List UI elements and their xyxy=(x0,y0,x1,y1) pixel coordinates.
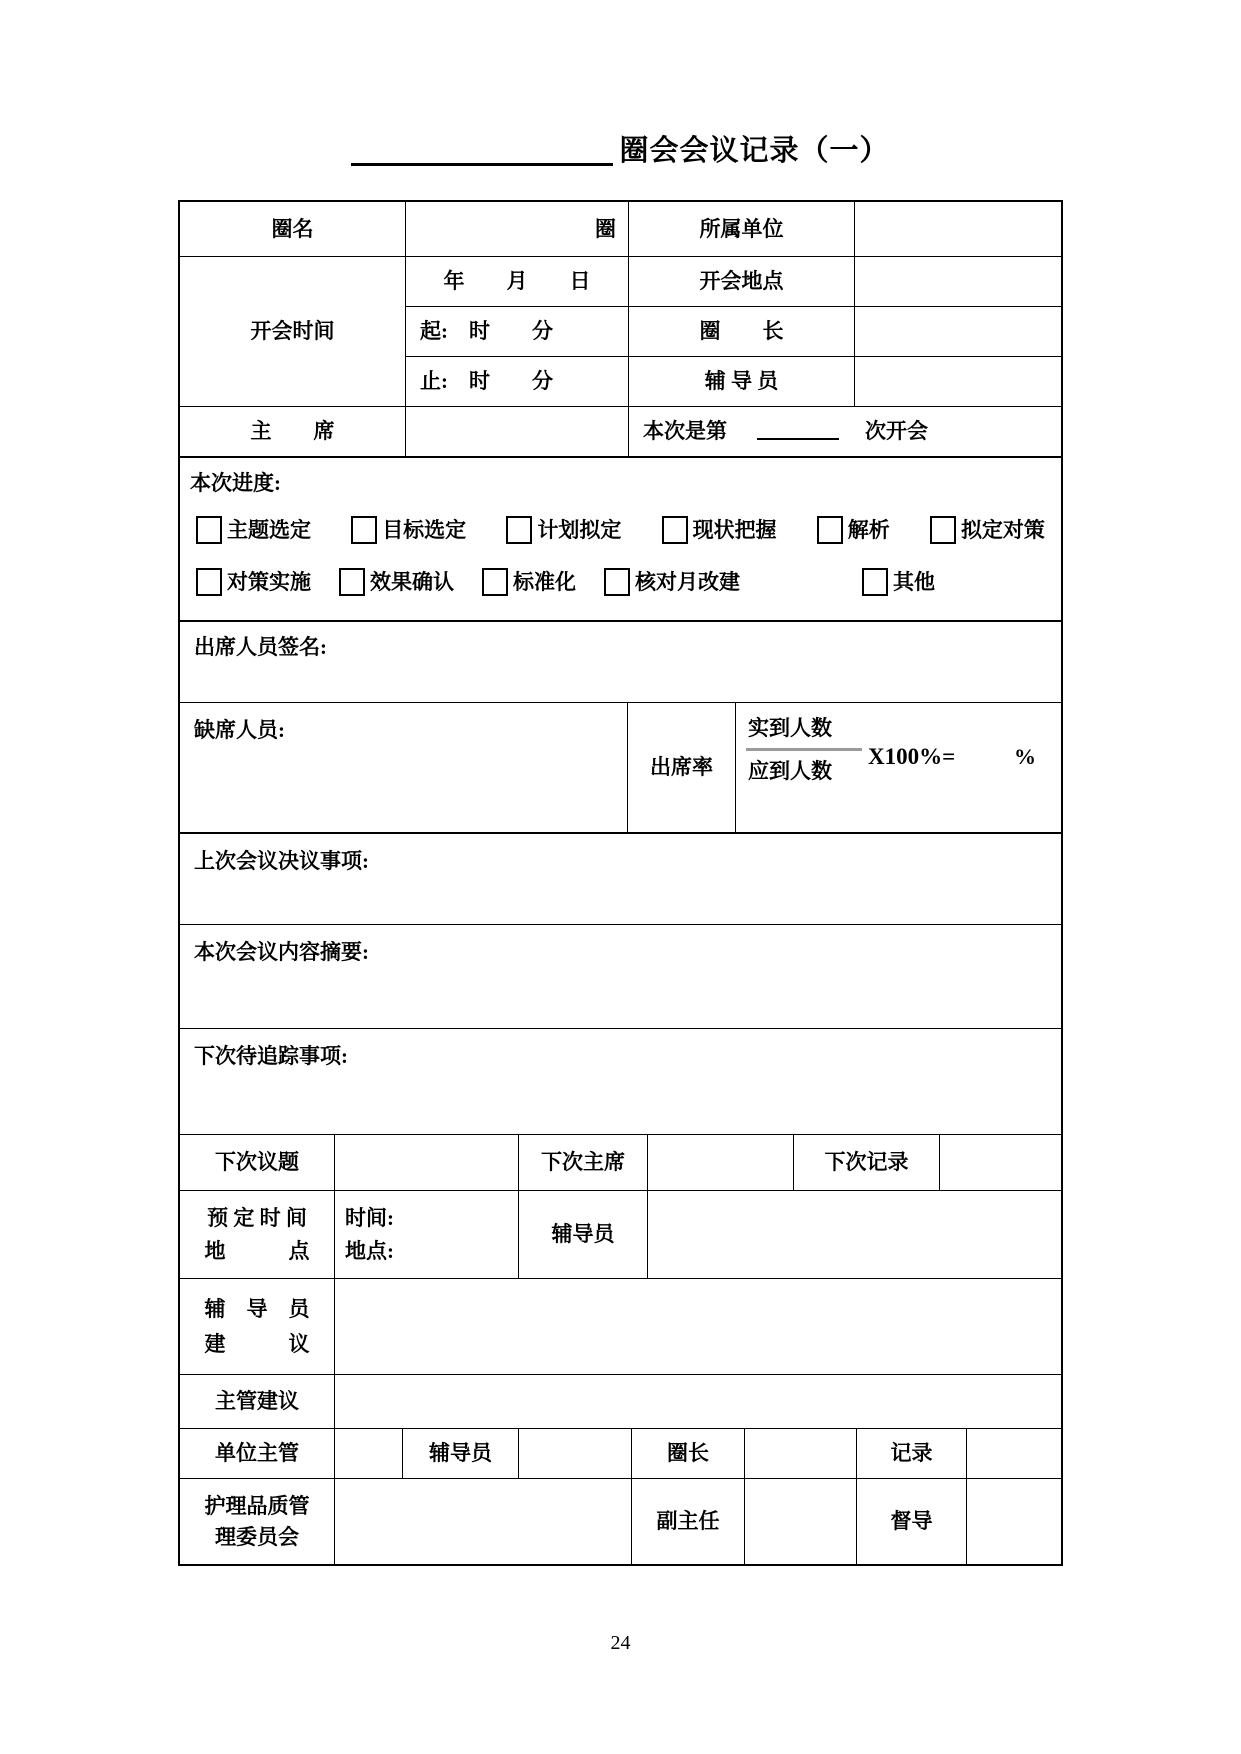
signoff-counselor-label: 辅导员 xyxy=(402,1429,518,1478)
counselor-value-cell[interactable] xyxy=(854,357,1061,406)
leader-value-cell[interactable] xyxy=(854,307,1061,356)
checkbox-label: 标准化 xyxy=(513,570,576,595)
supervisor-advice-value-cell[interactable] xyxy=(334,1375,1061,1428)
checkbox-label: 核对月改建 xyxy=(635,570,740,595)
checkbox-label: 解析 xyxy=(847,518,890,543)
schedule-label xyxy=(180,1191,334,1278)
checkbox-effect-confirmation[interactable] xyxy=(339,568,365,596)
formula-x100: X100%= xyxy=(868,744,956,769)
recorder-label: 记录 xyxy=(856,1429,966,1478)
chair-label: 主 席 xyxy=(250,419,335,444)
schedule-place-label: 地点: xyxy=(345,1239,394,1264)
checkbox-countermeasure-drafting[interactable] xyxy=(930,516,956,544)
unit-label: 所属单位 xyxy=(628,202,854,256)
supervisor-advice-label: 主管建议 xyxy=(215,1389,299,1414)
row-circle-unit xyxy=(180,202,1061,256)
meeting-record-form xyxy=(178,200,1063,1566)
checkbox-standardization[interactable] xyxy=(482,568,508,596)
next-recorder-label: 下次记录 xyxy=(793,1135,939,1190)
meeting-summary-label: 本次会议内容摘要: xyxy=(194,940,369,964)
checkbox-label: 拟定对策 xyxy=(960,518,1045,543)
committee-sign-cell[interactable] xyxy=(334,1479,631,1564)
counselor-advice-value-cell[interactable] xyxy=(334,1279,1061,1374)
end-time-cell[interactable]: 止: 时 分 xyxy=(405,357,628,406)
checkbox-countermeasure-implementation[interactable] xyxy=(196,568,222,596)
place-label: 开会地点 xyxy=(628,257,854,306)
attendance-rate-label: 出席率 xyxy=(627,703,735,832)
counselor-advice-label xyxy=(180,1279,334,1374)
counselor-advice-label-line2: 建 议 xyxy=(204,1331,310,1356)
deputy-director-sign-cell[interactable] xyxy=(744,1479,856,1564)
progress-row-1 xyxy=(190,516,1051,544)
fraction-denominator: 应到人数 xyxy=(748,759,832,784)
next-topic-label: 下次议题 xyxy=(215,1150,299,1175)
subrow-start-time xyxy=(405,306,1061,356)
circle-name-value-cell[interactable] xyxy=(405,202,628,256)
progress-row-2 xyxy=(190,568,1051,596)
next-topic-value-cell[interactable] xyxy=(334,1135,518,1190)
meeting-summary-cell[interactable] xyxy=(180,924,1061,1028)
progress-item xyxy=(506,516,621,544)
schedule-value-cell[interactable] xyxy=(334,1191,518,1278)
checkbox-status-grasp[interactable] xyxy=(662,516,688,544)
subrow-date xyxy=(405,257,1061,306)
circle-name-label: 圈名 xyxy=(271,216,314,241)
checkbox-label: 主题选定 xyxy=(227,518,311,543)
progress-item xyxy=(482,568,576,596)
row-signoff xyxy=(180,1428,1061,1478)
row-committee xyxy=(180,1478,1061,1564)
checkbox-label: 其他 xyxy=(893,570,935,595)
fraction-numerator: 实到人数 xyxy=(748,716,832,740)
leader-label: 圈 长 xyxy=(628,307,854,356)
checkbox-label: 目标选定 xyxy=(382,518,467,543)
committee-label xyxy=(180,1479,334,1564)
session-suffix-label: 次开会 xyxy=(865,419,928,444)
session-number-blank[interactable] xyxy=(757,438,839,440)
circle-suffix-label: 圈 xyxy=(595,216,616,241)
progress-section xyxy=(180,456,1061,620)
progress-item xyxy=(339,568,454,596)
row-supervisor-advice xyxy=(180,1374,1061,1428)
fraction-line xyxy=(746,748,862,751)
schedule-label-line1: 预 定 时 间 xyxy=(207,1205,307,1230)
date-template-cell[interactable]: 年 月 日 xyxy=(405,257,628,306)
checkbox-plan-drafting[interactable] xyxy=(506,516,532,544)
row-attendance-rate xyxy=(180,702,1061,832)
document-title-line xyxy=(0,136,1241,168)
checkbox-analysis[interactable] xyxy=(817,516,843,544)
next-chair-label: 下次主席 xyxy=(518,1135,647,1190)
subrow-end-time xyxy=(405,356,1061,406)
checkbox-label: 现状把握 xyxy=(692,518,777,543)
attendance-fraction xyxy=(746,715,862,785)
absent-members-cell[interactable] xyxy=(180,703,627,832)
absent-members-label: 缺席人员: xyxy=(194,718,285,742)
deputy-director-label: 副主任 xyxy=(631,1479,744,1564)
progress-item xyxy=(351,516,466,544)
next-recorder-value-cell[interactable] xyxy=(939,1135,1061,1190)
row-counselor-advice xyxy=(180,1278,1061,1374)
previous-resolutions-cell[interactable] xyxy=(180,832,1061,924)
attendance-rate-formula-cell[interactable] xyxy=(735,703,1061,832)
progress-item xyxy=(862,568,935,596)
unit-value-cell[interactable] xyxy=(854,202,1061,256)
start-time-cell[interactable]: 起: 时 分 xyxy=(405,307,628,356)
committee-label-line1: 护理品质管 xyxy=(204,1493,310,1518)
schedule-label-line2: 地 点 xyxy=(204,1239,310,1264)
next-chair-value-cell[interactable] xyxy=(647,1135,793,1190)
followup-items-label: 下次待追踪事项: xyxy=(194,1044,348,1068)
recorder-sign-cell[interactable] xyxy=(966,1429,1061,1478)
schedule-time-label: 时间: xyxy=(345,1205,394,1230)
next-counselor-label: 辅导员 xyxy=(518,1191,647,1278)
unit-supervisor-sign-cell[interactable] xyxy=(334,1429,402,1478)
progress-item xyxy=(196,516,311,544)
supervision-sign-cell[interactable] xyxy=(966,1479,1061,1564)
progress-item xyxy=(196,568,311,596)
place-value-cell[interactable] xyxy=(854,257,1061,306)
followup-items-cell[interactable] xyxy=(180,1028,1061,1134)
title-blank-underline[interactable] xyxy=(351,163,613,166)
committee-label-line2: 理委员会 xyxy=(215,1525,299,1550)
session-prefix-label: 本次是第 xyxy=(643,419,727,444)
row-next-meeting-roles xyxy=(180,1134,1061,1190)
progress-item xyxy=(662,516,777,544)
next-counselor-value-cell[interactable] xyxy=(647,1191,1061,1278)
checkbox-label: 对策实施 xyxy=(227,570,311,595)
row-meeting-time xyxy=(180,256,1061,406)
circle-leader-sign-cell[interactable] xyxy=(744,1429,856,1478)
progress-label: 本次进度: xyxy=(190,471,281,495)
attendee-signature-cell[interactable] xyxy=(180,620,1061,702)
circle-leader-label: 圈长 xyxy=(631,1429,744,1478)
meeting-time-label: 开会时间 xyxy=(250,319,335,344)
counselor-sign-cell[interactable] xyxy=(518,1429,631,1478)
session-number-cell xyxy=(628,407,1061,456)
previous-resolutions-label: 上次会议决议事项: xyxy=(194,849,369,873)
checkbox-label: 效果确认 xyxy=(370,570,454,595)
supervision-label: 督导 xyxy=(856,1479,966,1564)
progress-item xyxy=(604,568,740,596)
row-scheduled-time-place xyxy=(180,1190,1061,1278)
counselor-advice-label-line1: 辅 导 员 xyxy=(204,1296,310,1321)
counselor-label: 辅 导 员 xyxy=(628,357,854,406)
page-number: 24 xyxy=(610,1632,631,1654)
checkbox-other[interactable] xyxy=(862,568,888,596)
progress-item xyxy=(817,516,890,544)
unit-supervisor-label: 单位主管 xyxy=(215,1441,299,1466)
checkbox-topic-selection[interactable] xyxy=(196,516,222,544)
checkbox-monthly-review[interactable] xyxy=(604,568,630,596)
progress-item xyxy=(930,516,1045,544)
chair-value-cell[interactable] xyxy=(405,407,628,456)
percent-sign: % xyxy=(1014,744,1036,769)
row-chair xyxy=(180,406,1061,456)
checkbox-goal-selection[interactable] xyxy=(351,516,377,544)
page-title: 圈会会议记录（一） xyxy=(619,135,890,167)
meeting-time-subrows xyxy=(405,257,1061,406)
attendee-signature-label: 出席人员签名: xyxy=(194,635,327,659)
checkbox-label: 计划拟定 xyxy=(537,518,622,543)
